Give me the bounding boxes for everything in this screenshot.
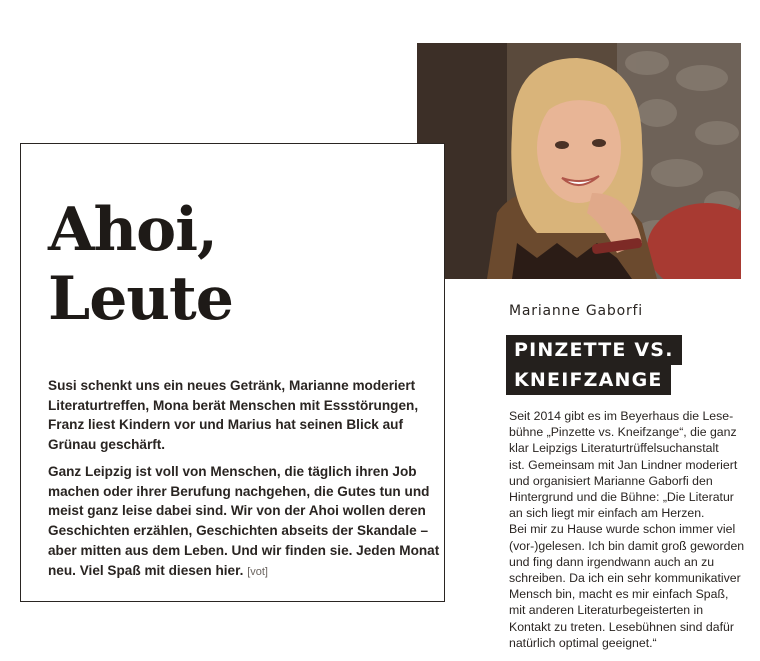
right-eye (592, 139, 606, 147)
headline (48, 196, 233, 334)
headline-line-1: Ahoi, (48, 195, 217, 265)
body-text: Ganz Leipzig ist voll von Menschen, die täglich ihren Job machen oder ihrer Berufung nachgehen, die Gutes tun und meist ganz leise dabei sind. Wir von der Ahoi wollen deren Geschichten erzählen, Geschichten abseits der Skandale – aber mitten aus dem Leben. Und wir finden sie. Jeden Monat neu. Viel Spaß mit diesen hier. (48, 464, 440, 578)
intro-paragraph: Susi schenkt uns ein neues Getränk, Marianne moderiert Literaturtreffen, Mona berät Menschen mit Essstörungen, Franz liest Kindern vor und Marius hat seinen Blick auf Grünau geschärft. (48, 378, 419, 452)
headline-line-2: Leute (48, 264, 233, 334)
left-eye (555, 141, 569, 149)
portrait-illustration (417, 43, 741, 279)
portrait-text: Seit 2014 gibt es im Beyerhaus die Lese- bühne „Pinzette vs. Kneifzange“, die ganz klar Leipzigs Literaturtrüffelsuchanstalt ist. Gemeinsam mit Jan Lindner moderiert und organisiert Marianne Gaborfi den Hintergrund und die Bühne: „Die Literatur an sich liegt mir einfach am Herzen. Bei mir zu Hause wurde schon immer viel (vor-)gelesen. Ich bin damit groß geworden und fing dann irgendwann auch an zu schreiben. Da ich ein sehr kommunikativer Mensch bin, macht es mir einfach Spaß, mit anderen Literaturbegeisterten in Kontakt zu treten. Lesebühnen sind dafür natürlich optimal geeignet.“ (509, 409, 745, 650)
portrait-headline-line-1: PINZETTE VS. (506, 335, 682, 365)
body-paragraph (48, 462, 440, 582)
portrait-headline-line-2: KNEIFZANGE (506, 365, 671, 395)
face (537, 93, 621, 203)
intro-box (20, 143, 445, 602)
portrait-name: Marianne Gaborfi (509, 303, 643, 319)
portrait-photo (417, 43, 741, 279)
author-tag: [vot] (247, 565, 268, 578)
